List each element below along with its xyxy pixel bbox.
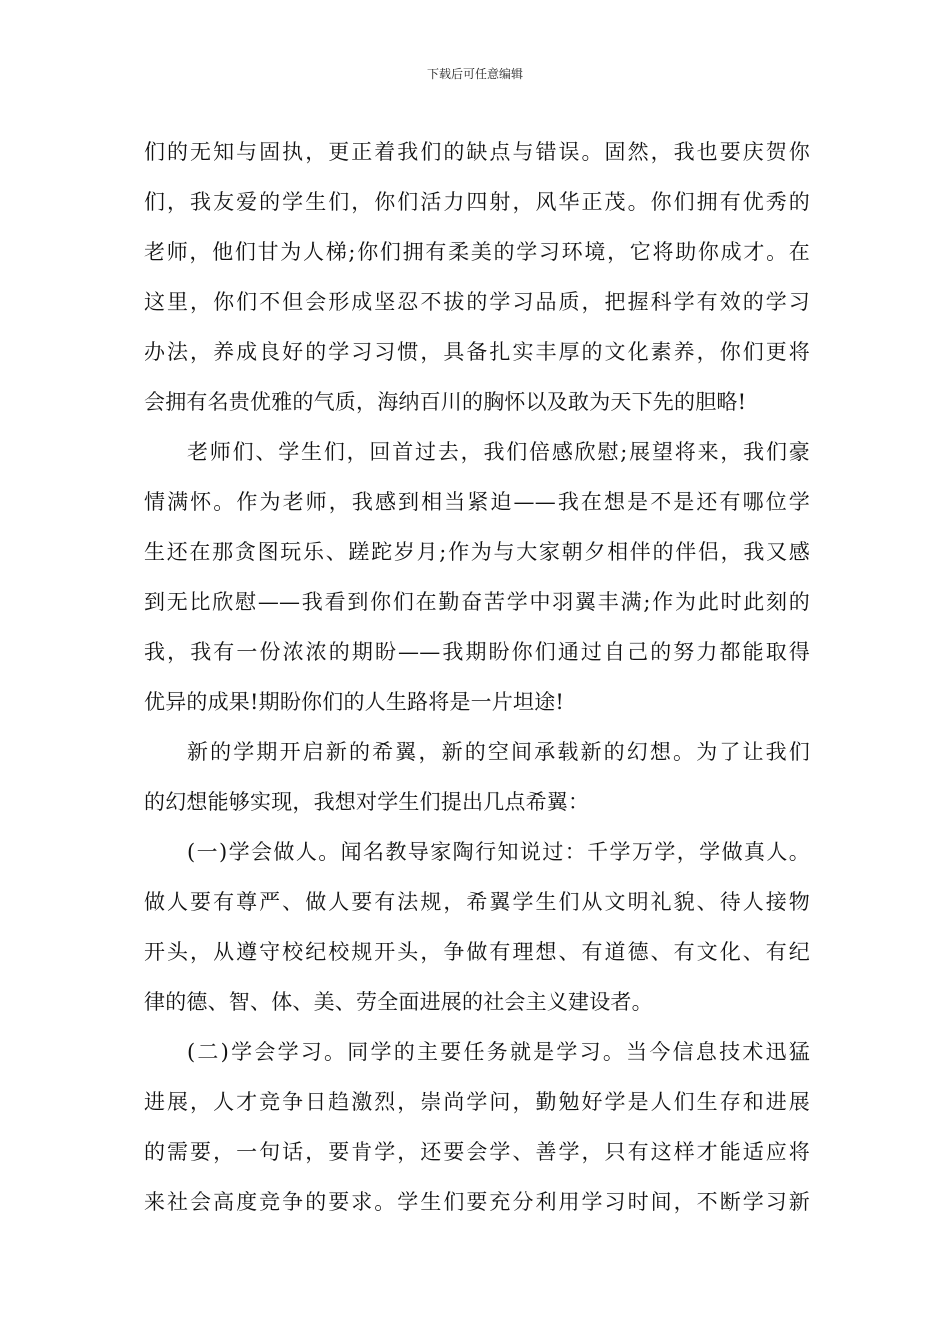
paragraph — [144, 1027, 810, 1227]
page-header: 下载后可任意编辑 — [426, 67, 523, 81]
paragraph — [144, 427, 810, 727]
text-line: 开头，从遵守校纪校规开头，争做有理想、有道德、有文化、有纪 — [144, 940, 810, 964]
text-line: (一)学会做人。闻名教导家陶行知说过：千学万学，学做真人。 — [187, 840, 810, 864]
text-line: 的需要，一句话，要肯学，还要会学、善学，只有这样才能适应将 — [144, 1140, 810, 1164]
text-line: 到无比欣慰——我看到你们在勤奋苦学中羽翼丰满;作为此时此刻的 — [144, 590, 810, 614]
text-line: 的幻想能够实现，我想对学生们提出几点希翼： — [144, 790, 590, 814]
text-line: 来社会高度竞争的要求。学生们要充分利用学习时间，不断学习新 — [144, 1190, 810, 1214]
document-body — [144, 127, 810, 1227]
paragraph — [144, 727, 810, 827]
text-line: 优异的成果!期盼你们的人生路将是一片坦途! — [144, 690, 565, 714]
text-line: (二)学会学习。同学的主要任务就是学习。当今信息技术迅猛 — [187, 1040, 810, 1064]
paragraph — [144, 127, 810, 427]
text-line: 做人要有尊严、做人要有法规，希翼学生们从文明礼貌、待人接物 — [144, 890, 810, 914]
text-line: 老师们、学生们，回首过去，我们倍感欣慰;展望将来，我们豪 — [187, 440, 810, 464]
text-line: 情满怀。作为老师，我感到相当紧迫——我在想是不是还有哪位学 — [144, 490, 810, 514]
text-line: 律的德、智、体、美、劳全面进展的社会主义建设者。 — [144, 990, 653, 1014]
paragraph — [144, 827, 810, 1027]
text-line: 我，我有一份浓浓的期盼——我期盼你们通过自己的努力都能取得 — [144, 640, 810, 664]
text-line: 会拥有名贵优雅的气质，海纳百川的胸怀以及敢为天下先的胆略! — [144, 390, 747, 414]
text-line: 这里，你们不但会形成坚忍不拔的学习品质，把握科学有效的学习 — [144, 290, 810, 314]
text-line: 进展，人才竞争日趋激烈，崇尚学问，勤勉好学是人们生存和进展 — [144, 1090, 810, 1114]
text-line: 新的学期开启新的希翼，新的空间承载新的幻想。为了让我们 — [187, 740, 810, 764]
text-line: 们的无知与固执，更正着我们的缺点与错误。固然，我也要庆贺你 — [144, 140, 810, 164]
text-line: 生还在那贪图玩乐、蹉跎岁月;作为与大家朝夕相伴的伴侣，我又感 — [144, 540, 810, 564]
text-line: 老师，他们甘为人梯;你们拥有柔美的学习环境，它将助你成才。在 — [144, 240, 810, 264]
text-line: 办法，养成良好的学习习惯，具备扎实丰厚的文化素养，你们更将 — [144, 340, 810, 364]
text-line: 们，我友爱的学生们，你们活力四射，风华正茂。你们拥有优秀的 — [144, 190, 810, 214]
